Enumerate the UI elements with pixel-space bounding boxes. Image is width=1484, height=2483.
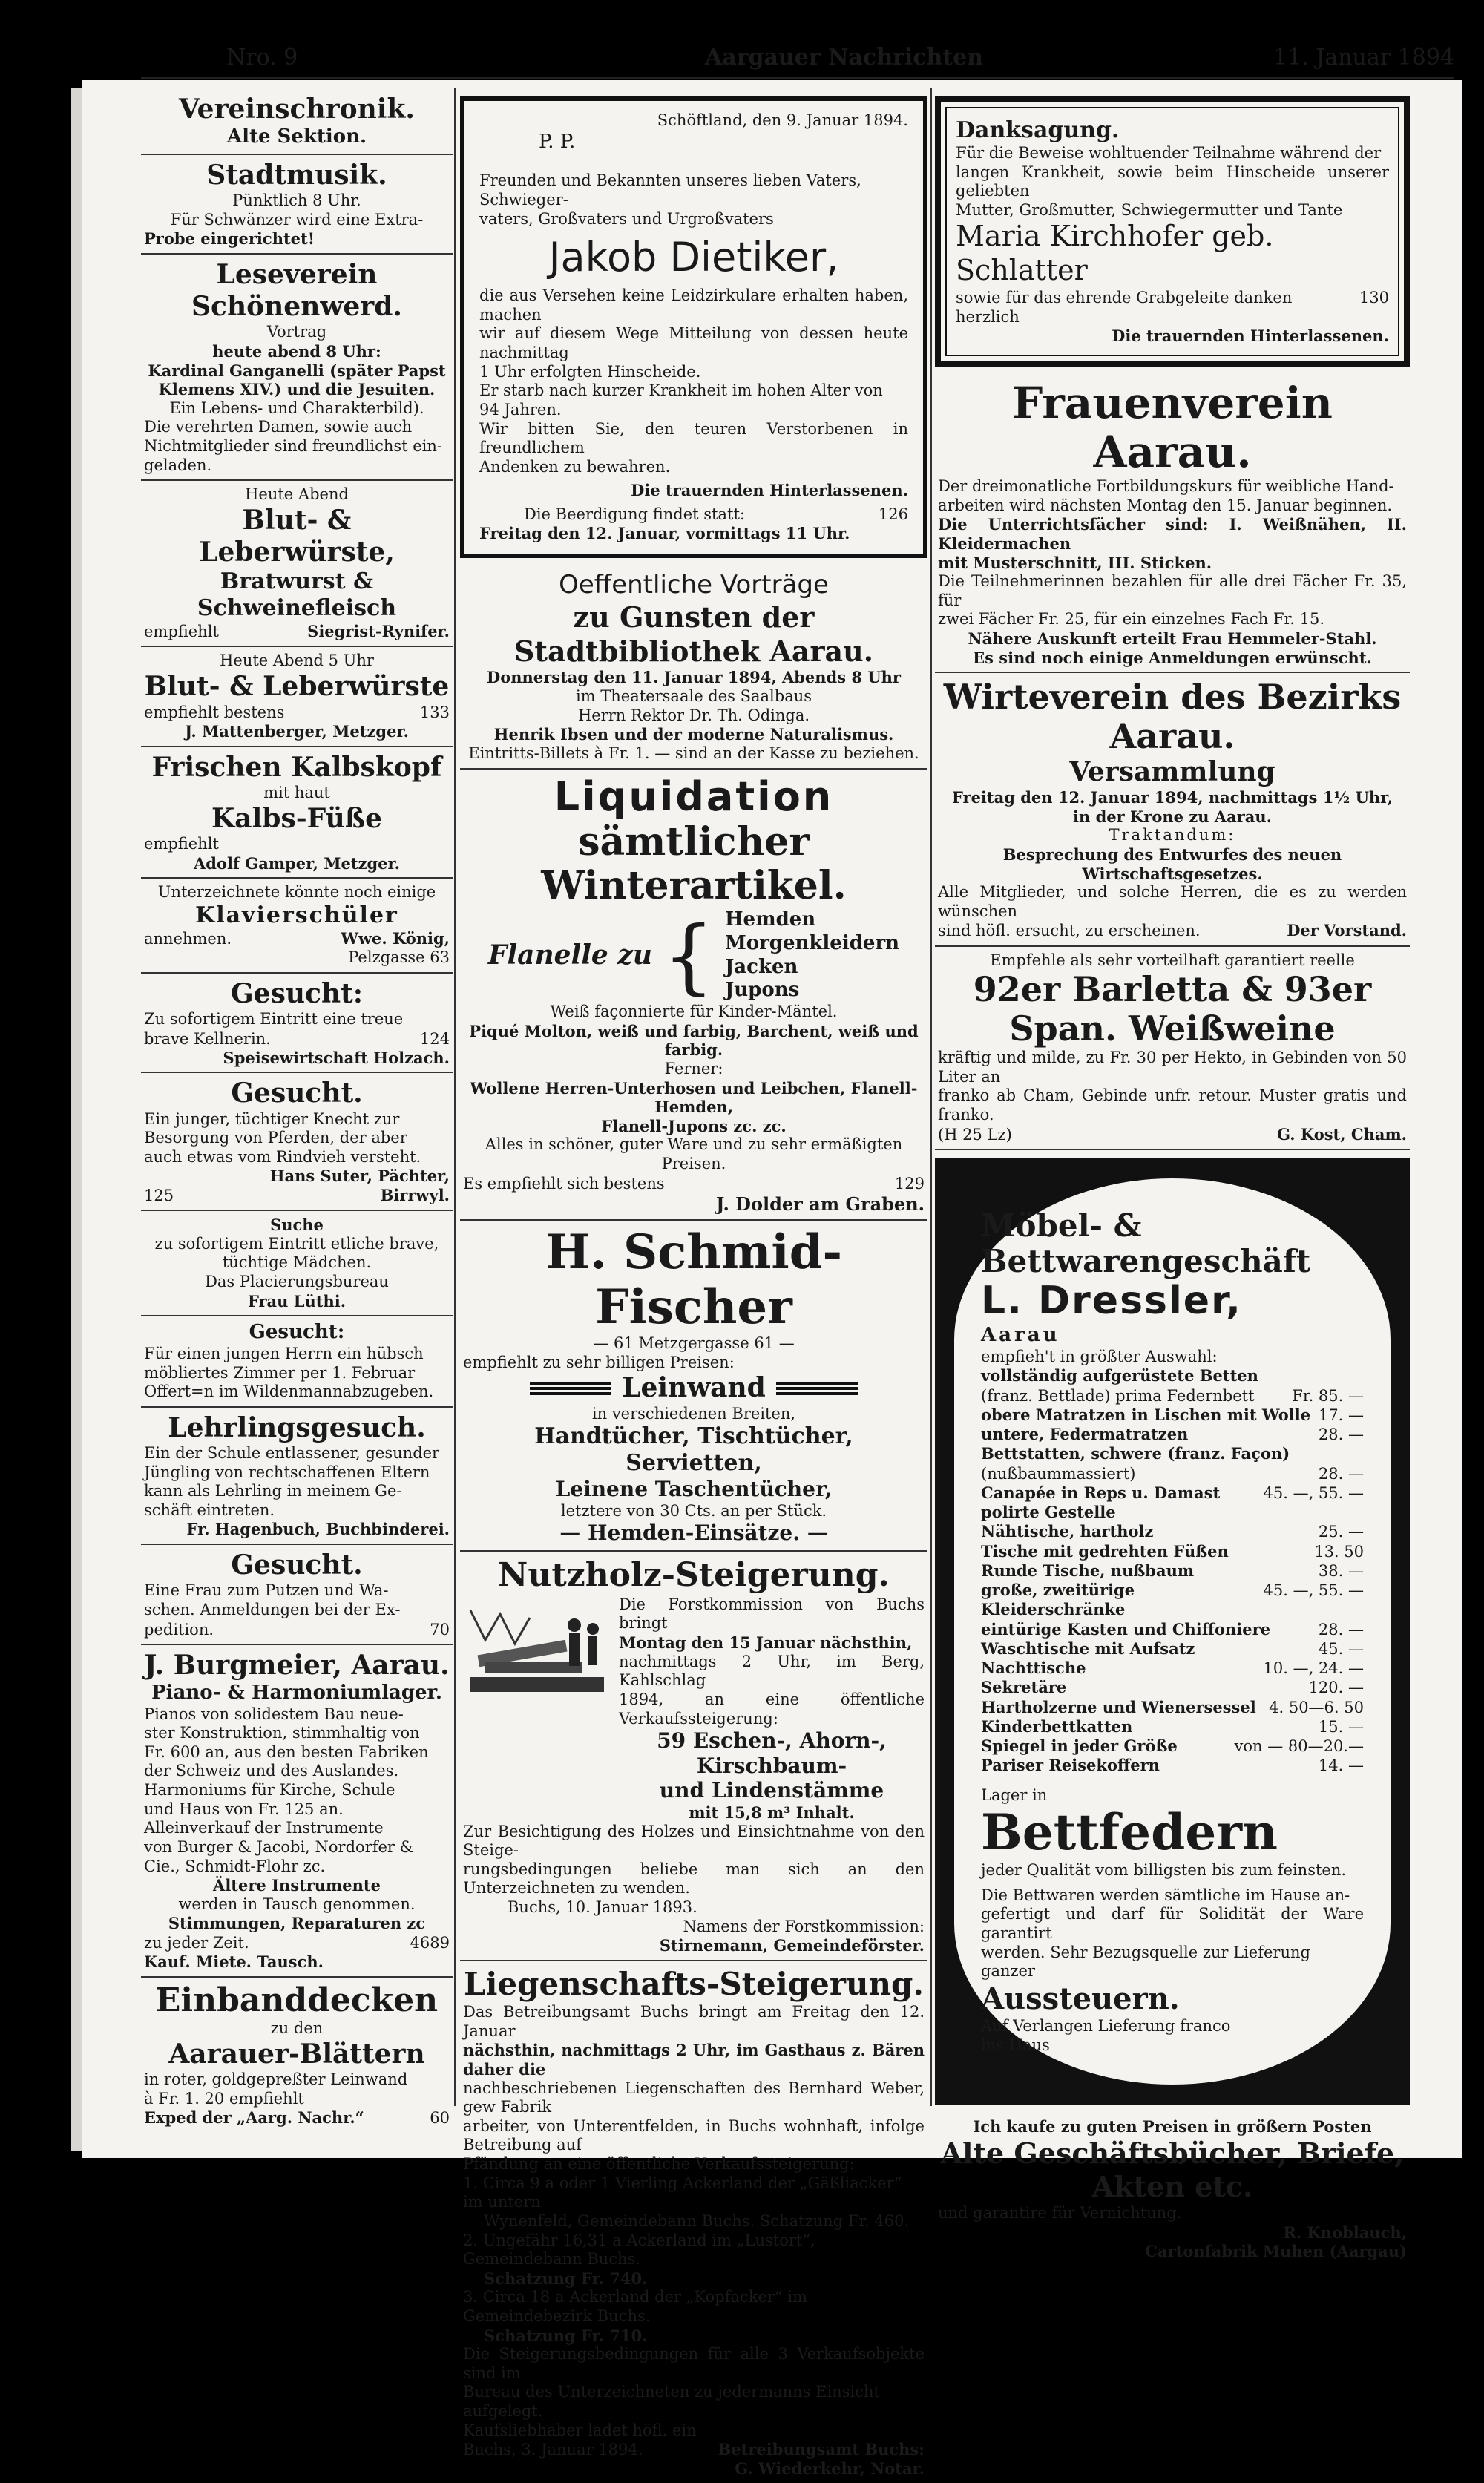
ad-text: Pianos von solidestem Bau neue- xyxy=(144,1705,404,1723)
ad-text: empfieh't in größter Auswahl: xyxy=(981,1347,1218,1365)
ad-text: empfiehlt xyxy=(144,835,219,853)
ad-wirteverein xyxy=(935,673,1410,946)
ad-text: Die verehrten Damen, sowie auch xyxy=(144,418,413,436)
ad-signature: Speisewirtschaft Holzach. xyxy=(223,1048,450,1067)
ad-text: Das Placierungsbureau xyxy=(205,1273,389,1291)
ad-text: Heute Abend 5 Uhr xyxy=(220,652,374,670)
ad-text: Namens der Forstkommission: xyxy=(683,1917,925,1935)
issue-number: Nro. 9 xyxy=(226,45,298,70)
ad-text: und Haus von Fr. 125 an. xyxy=(144,1800,344,1818)
ad-text: Buchs, 3. Januar 1894. xyxy=(463,2441,643,2459)
ad-text: Ein junger, tüchtiger Knecht zur xyxy=(144,1109,400,1128)
ad-text: annehmen. xyxy=(144,929,232,948)
ad-text: empfiehlt xyxy=(144,623,219,641)
price-list xyxy=(981,1366,1364,1775)
leinwand-row xyxy=(463,1372,925,1404)
ad-text: rungsbedingungen beliebe man sich an den Unterzeichneten zu wenden. xyxy=(463,1860,925,1897)
ad-text: Kaufsliebhaber ladet höfl. ein xyxy=(463,2421,697,2439)
ad-suche xyxy=(141,1211,453,1316)
ad-text: Jüngling von rechtschaffenen Eltern xyxy=(144,1463,430,1481)
ad-text: werden in Tausch genommen. xyxy=(178,1895,416,1913)
ad-text: Pelzgasse 63 xyxy=(348,948,450,967)
ad-text: Empfehle als sehr vorteilhaft garantiert reelle xyxy=(990,951,1355,969)
brace-glyph: { xyxy=(662,908,715,1003)
ad-text: empfiehlt zu sehr billigen Preisen: xyxy=(463,1353,735,1371)
ad-text: Offert=n im Wildenmannabzugeben. xyxy=(144,1382,434,1401)
ad-text: 3. Circa 18 a Ackerland der „Kopfacker“ im Gemeindebezirk Buchs. xyxy=(463,2288,808,2325)
ad-text: Vortrag xyxy=(266,323,327,341)
ad-title: Gesucht: xyxy=(249,1321,345,1344)
ad-title: Aussteuern. xyxy=(981,1981,1180,2016)
ad-text: mit 15,8 m³ Inhalt. xyxy=(689,1803,855,1822)
ad-city: Aarau xyxy=(981,1324,1060,1347)
ad-subtitle: Piano- & Harmoniumlager. xyxy=(151,1681,442,1704)
list-item: Canapée in Reps u. Damast polirte Gestelle 45. —, 55. — xyxy=(981,1483,1364,1522)
ad-wurst-2 xyxy=(141,647,453,747)
ad-text: Freitag den 12. Januar, vormittags 11 Uhr. xyxy=(479,524,850,543)
ad-stadtmusik xyxy=(141,155,453,255)
ad-wurst-1 xyxy=(141,481,453,647)
ad-text: tüchtige Mädchen. xyxy=(222,1253,372,1272)
column-1 xyxy=(141,89,453,2133)
ad-text: 1894, an eine öffentliche Verkaufssteigerung: xyxy=(619,1690,925,1728)
ad-gesucht-4 xyxy=(141,1545,453,1645)
ad-gesucht-2 xyxy=(141,1073,453,1211)
ad-text: kann als Lehrling in meinem Ge- xyxy=(144,1482,402,1500)
ad-title: 92er Barletta & 93er Span. Weißweine xyxy=(973,969,1372,1049)
ad-title: Aarauer-Blättern xyxy=(168,2038,425,2070)
ad-title: Suche xyxy=(270,1216,324,1235)
ad-text: schäft eintreten. xyxy=(144,1500,275,1519)
ad-klavier xyxy=(141,879,453,973)
ad-text: franko ab Cham, Gebinde unfr. retour. Muster gratis und franko. xyxy=(938,1086,1407,1124)
ad-signature: Hans Suter, Pächter, xyxy=(269,1167,450,1186)
ad-title: Klavierschüler xyxy=(195,902,398,928)
ad-number: 60 xyxy=(430,2109,450,2128)
ad-title: H. Schmid-Fischer xyxy=(545,1224,843,1335)
flanelle-items xyxy=(725,908,899,1003)
ad-text: Alles in schöner, guter Ware und zu sehr ermäßigten Preisen. xyxy=(485,1135,903,1172)
ad-title: Gesucht. xyxy=(231,1549,363,1581)
ad-text: Traktandum: xyxy=(1109,826,1236,844)
list-item: Spiegel in jeder Größe von — 80—20.— xyxy=(981,1736,1364,1756)
ad-dressler xyxy=(935,1158,1410,2105)
ad-text: Handtücher, Tischtücher, Servietten, xyxy=(534,1423,853,1477)
ad-signature: Frau Lüthi. xyxy=(247,1291,347,1311)
ad-text: Die Beerdigung findet statt: xyxy=(524,505,745,523)
ad-text: nachmittags 2 Uhr, im Berg, Kahlschlag xyxy=(619,1652,925,1690)
ad-text: Nichtmitglieder sind freundlichst ein- xyxy=(144,436,443,455)
list-item: Sekretäre 120. — xyxy=(981,1678,1364,1697)
list-item: Nähtische, hartholz 25. — xyxy=(981,1522,1364,1541)
ad-title: Kalbs-Füße xyxy=(211,802,383,834)
ad-title: Frauenverein Aarau. xyxy=(1012,377,1333,478)
ad-kalbskopf xyxy=(141,747,453,879)
ad-title: Gesucht: xyxy=(230,977,364,1009)
ad-einband xyxy=(141,1978,453,2133)
ad-text: Zu sofortigem Eintritt eine treue xyxy=(144,1009,404,1028)
ad-frauenverein xyxy=(935,374,1410,673)
ad-text: Probe eingerichtet! xyxy=(144,229,315,249)
ad-text: Nähere Auskunft erteilt Frau Hemmeler-Stahl. xyxy=(968,629,1377,648)
ad-schmid-fischer xyxy=(460,1221,928,1552)
ad-text: Eine Frau zum Putzen und Wa- xyxy=(144,1581,389,1600)
ad-knoblauch xyxy=(935,2113,1410,2266)
ad-text: die aus Versehen keine Leidzirkulare erhalten haben, machen xyxy=(479,286,908,324)
ad-text: Die Teilnehmerinnen bezahlen für alle drei Fächer Fr. 35, für xyxy=(938,572,1407,609)
ad-text: sowie für das ehrende Grabgeleite danken herzlich xyxy=(956,288,1293,326)
ad-text: ins Haus xyxy=(981,2036,1050,2054)
ad-text: letztere von 30 Cts. an per Stück. xyxy=(560,1501,827,1520)
ad-text: Alleinverkauf der Instrumente xyxy=(144,1819,384,1837)
ad-signature: Der Vorstand. xyxy=(1287,921,1407,940)
ad-title: Blut- & Leberwürste, xyxy=(199,504,395,568)
list-item: Runde Tische, nußbaum 38. — xyxy=(981,1561,1364,1580)
list-item: Kinderbettkatten 15. — xyxy=(981,1716,1364,1736)
deceased-name: Maria Kirchhofer geb. Schlatter xyxy=(956,220,1274,287)
ad-text: vaters, Großvaters und Urgroßvaters xyxy=(479,209,774,228)
ad-title: J. Burgmeier, Aarau. xyxy=(144,1649,450,1681)
ad-signature: Adolf Gamper, Metzger. xyxy=(194,853,400,873)
ad-title: Stadtmusik. xyxy=(206,159,387,191)
ad-number: 129 xyxy=(894,1174,925,1193)
ad-text: Schatzung Fr. 740. xyxy=(484,2269,648,2288)
ad-text: pedition. xyxy=(144,1620,214,1639)
column-3 xyxy=(935,89,1410,2266)
ad-text: 59 Eschen-, Ahorn-, Kirschbaum- xyxy=(657,1728,887,1778)
ad-number: 133 xyxy=(419,703,450,722)
ad-signature: Fr. Hagenbuch, Buchbinderei. xyxy=(186,1520,450,1539)
ad-text: geladen. xyxy=(144,456,212,474)
ad-text: wir auf diesem Wege Mitteilung von dessen heute nachmittag xyxy=(479,324,908,362)
ad-text: zu sofortigem Eintritt etliche brave, xyxy=(154,1234,439,1253)
ad-text: auch etwas vom Rindvieh versteht. xyxy=(144,1147,421,1166)
ad-text: Die Forstkommission von Buchs bringt xyxy=(619,1595,925,1633)
column-2 xyxy=(460,89,928,2483)
ad-title: Oeffentliche Vorträge xyxy=(559,569,829,600)
ad-signature: Die trauernden Hinterlassenen. xyxy=(631,481,908,500)
ad-title: Liquidation xyxy=(554,773,834,820)
list-item: vollständig aufgerüstete Betten xyxy=(981,1366,1258,1385)
ad-text: Lager in xyxy=(981,1785,1048,1804)
ad-text: 1 Uhr erfolgten Hinscheide. xyxy=(479,362,701,381)
paper-title: Aargauer Nachrichten xyxy=(705,45,984,70)
ad-text: Ferner: xyxy=(664,1059,723,1078)
list-item: Waschtische mit Aufsatz 45. — xyxy=(981,1639,1364,1658)
ad-text: Für Schwänzer wird eine Extra- xyxy=(170,210,424,229)
ad-number: 70 xyxy=(430,1620,450,1639)
ad-text: schen. Anmeldungen bei der Ex- xyxy=(144,1600,401,1618)
ad-title: Bettfedern xyxy=(981,1803,1278,1862)
ad-text: Auf Verlangen Lieferung franco xyxy=(981,2016,1231,2035)
ad-signature: J. Dolder am Graben. xyxy=(715,1193,925,1215)
ad-text: möbliertes Zimmer per 1. Februar xyxy=(144,1363,416,1382)
ad-signature: R. Knoblauch, xyxy=(1283,2223,1407,2242)
ad-text: Ältere Instrumente xyxy=(213,1876,381,1895)
ad-text: Leinene Taschentücher, xyxy=(555,1477,833,1502)
ad-signature: Betreibungsamt Buchs: xyxy=(718,2440,925,2459)
ad-text: Alle Mitglieder, und solche Herren, die es zu werden wünschen xyxy=(938,883,1407,920)
ad-weine xyxy=(935,947,1410,1150)
ad-text: gefertigt und darf für Solidität der Ware garantirt xyxy=(981,1905,1364,1943)
list-item: Morgenkleidern xyxy=(724,931,900,954)
ad-text: Piqué Molton, weiß und farbig, Barchent, weiß und farbig. xyxy=(469,1021,919,1060)
ad-text: Andenken zu bewahren. xyxy=(479,457,671,476)
ad-liquidation xyxy=(460,770,928,1221)
ad-gesucht-3 xyxy=(141,1316,453,1408)
ad-signature: Cartonfabrik Muhen (Aargau) xyxy=(1145,2242,1407,2261)
ad-text: Harmoniums für Kirche, Schule xyxy=(144,1781,395,1800)
ad-nutzholz xyxy=(460,1552,928,1961)
ad-text: werden. Sehr Bezugsquelle zur Lieferung ganzer xyxy=(981,1943,1310,1981)
ad-text: Wynenfeld, Gemeindebann Buchs. Schatzung Fr. 460. xyxy=(484,2211,910,2230)
ad-title: Liegenschafts-Steigerung. xyxy=(463,1965,925,2002)
ad-number: 130 xyxy=(1359,288,1389,306)
ad-text: Die Steigerungsbedingungen für alle 3 Verkaufsobjekte sind im xyxy=(463,2345,925,2382)
list-item: große, zweitürige Kleiderschränke 45. —, 55. — xyxy=(981,1581,1364,1619)
column-divider xyxy=(930,88,932,2106)
ad-text: 1. Circa 9 a oder 1 Vierling Ackerland der „Gäßliacker“ im untern xyxy=(463,2174,902,2211)
ad-text: Zur Besichtigung des Holzes und Einsichtnahme von den Steige- xyxy=(463,1822,925,1860)
ad-text: Ein Lebens- und Charakterbild). xyxy=(169,398,424,417)
ad-text: brave Kellnerin. xyxy=(144,1029,271,1048)
ad-text: Herrn Rektor Dr. Th. Odinga. xyxy=(577,706,810,724)
ad-text: in verschiedenen Breiten, xyxy=(591,1404,796,1423)
ad-text: Die Bettwaren werden sämtliche im Hause an- xyxy=(981,1886,1350,1904)
ad-text: heute abend 8 Uhr: xyxy=(212,341,381,361)
ad-signature: Die trauernden Hinterlassenen. xyxy=(1112,327,1389,346)
ad-text: Das Betreibungsamt Buchs bringt am Freitag den 12. Januar xyxy=(463,2003,925,2040)
ad-text: (H 25 Lz) xyxy=(938,1125,1012,1144)
ad-text: der Schweiz und des Auslandes. xyxy=(144,1762,399,1780)
decorative-stripes xyxy=(776,1380,858,1397)
list-item: Nachttische 10. —, 24. — xyxy=(981,1659,1364,1678)
masthead xyxy=(141,45,1454,82)
ad-text: sind höfl. ersucht, zu erscheinen. xyxy=(938,922,1201,940)
ad-text: zu jeder Zeit. xyxy=(144,1933,249,1952)
ad-burgmeier xyxy=(141,1645,453,1978)
flanelle-block xyxy=(463,908,925,1003)
issue-date: 11. Januar 1894 xyxy=(1273,45,1454,70)
ad-signature: Birrwyl. xyxy=(380,1186,450,1205)
ad-title: Nutzholz-Steigerung. xyxy=(498,1556,890,1595)
ad-title: Alte Geschäftsbücher, Briefe, Akten etc. xyxy=(940,2136,1405,2204)
ad-text: nachbeschriebenen Liegenschaften des Bernhard Weber, gew Fabrik xyxy=(463,2079,925,2116)
ad-signature: Siegrist-Rynifer. xyxy=(307,622,450,641)
decorative-stripes xyxy=(530,1380,611,1397)
ad-text: Bureau des Unterzeichneten zu jedermanns Einsicht aufgelegt. xyxy=(463,2383,880,2420)
ad-text: 2. Ungefähr 16,31 a Ackerland im „Lustort“, Gemeindebann Buchs. xyxy=(463,2231,815,2269)
ad-text: Unterzeichnete könnte noch einige xyxy=(157,883,436,902)
ad-text: Es sind noch einige Anmeldungen erwünscht. xyxy=(973,648,1372,667)
ad-text: Cie., Schmidt-Flohr zc. xyxy=(144,1857,326,1875)
ad-text: Kardinal Ganganelli (später Papst xyxy=(148,361,446,380)
ad-text: mit Musterschnitt, III. Sticken. xyxy=(938,553,1212,572)
ad-title: Möbel- & Bettwarengeschäft xyxy=(981,1207,1311,1280)
ad-text: Montag den 15 Januar nächsthin, xyxy=(619,1633,913,1653)
ad-text: ster Konstruktion, stimmhaltig von xyxy=(144,1724,420,1742)
ad-lehrling xyxy=(141,1408,453,1545)
list-item: Bettstatten, schwere (franz. Façon) xyxy=(981,1444,1290,1463)
ad-text: Heute Abend xyxy=(245,485,349,504)
ad-text: von Burger & Jacobi, Nordorfer & xyxy=(144,1837,414,1856)
ad-number: 125 xyxy=(144,1187,174,1205)
ad-text: zu den xyxy=(270,2019,324,2038)
obituary-dietiker xyxy=(460,96,928,558)
ad-title: Leseverein Schönenwerd. xyxy=(191,258,402,323)
ad-text: Besorgung von Pferden, der aber xyxy=(144,1129,407,1147)
ad-text: arbeiten wird nächsten Montag den 15. Januar beginnen. xyxy=(938,496,1393,514)
ad-title: Danksagung. xyxy=(956,117,1120,143)
ad-text: 94 Jahren. xyxy=(479,400,562,419)
list-item: untere, Federmatratzen 28. — xyxy=(981,1425,1364,1444)
ad-subtitle: zu Gunsten der Stadtbibliothek Aarau. xyxy=(513,600,874,668)
ad-title: Bratwurst & Schweinefleisch xyxy=(197,568,397,622)
ad-number: 126 xyxy=(878,505,908,523)
woodcutters-illustration-icon xyxy=(463,1595,611,1707)
ad-text: Flanell-Jupons zc. zc. xyxy=(601,1116,787,1135)
deceased-name: Jakob Dietiker, xyxy=(548,234,839,281)
list-item: obere Matratzen in Lischen mit Wolle 17. — xyxy=(981,1405,1364,1424)
ad-number: 4689 xyxy=(410,1933,450,1952)
ad-signature: Wwe. König, xyxy=(341,928,450,948)
ad-signature: Exped der „Aarg. Nachr.“ xyxy=(144,2108,364,2128)
ad-text: Pünktlich 8 Uhr. xyxy=(232,191,361,210)
ad-text: Ein der Schule entlassener, gesunder xyxy=(144,1444,440,1463)
ad-text: Pfändung an eine öffentliche Verkaufssteigerung: xyxy=(463,2155,855,2174)
ad-company: L. Dressler, xyxy=(981,1279,1242,1324)
ad-text: arbeiter, von Unterentfelden, in Buchs wohnhaft, infolge Betreibung auf xyxy=(463,2116,925,2154)
ad-text: und Lindenstämme xyxy=(659,1778,884,1803)
ad-text: jeder Qualität vom billigsten bis zum feinsten. xyxy=(981,1861,1347,1880)
ad-title: Wirteverein des Bezirks Aarau. xyxy=(943,677,1402,757)
ad-gesucht-1 xyxy=(141,974,453,1074)
ad-text: Er starb nach kurzer Krankheit im hohen Alter von xyxy=(479,381,883,400)
ad-number: 124 xyxy=(419,1029,450,1048)
ad-text: empfiehlt bestens xyxy=(144,703,285,722)
ad-text: P. P. xyxy=(539,130,576,153)
ad-text: in der Krone zu Aarau. xyxy=(1073,807,1272,826)
ad-text: Schöftland, den 9. Januar 1894. xyxy=(657,111,908,129)
list-item: (franz. Bettlade) prima Federnbett Fr. 85. — xyxy=(981,1386,1364,1405)
list-item: Jupons xyxy=(724,979,800,1002)
ad-text: Buchs, 10. Januar 1893. xyxy=(508,1897,697,1916)
ad-text: — 61 Metzgergasse 61 — xyxy=(593,1334,795,1353)
ad-text: Wollene Herren-Unterhosen und Leibchen, Flanell-Hemden, xyxy=(470,1078,918,1117)
ad-text: Für einen jungen Herrn ein hübsch xyxy=(144,1345,424,1363)
ad-text: und garantire für Vernichtung. xyxy=(938,2203,1182,2222)
list-item: Tische mit gedrehten Füßen 13. 50 xyxy=(981,1541,1364,1561)
ad-text: Besprechung des Entwurfes des neuen Wirtschaftsgesetzes. xyxy=(1002,845,1342,883)
list-item: Hartholzerne und Wienersessel 4. 50—6. 50 xyxy=(981,1697,1364,1716)
ad-signature: J. Mattenberger, Metzger. xyxy=(185,722,409,741)
ad-title: Frischen Kalbskopf xyxy=(151,752,442,784)
column-divider xyxy=(454,88,456,2106)
ad-text: à Fr. 1. 20 empfiehlt xyxy=(144,2089,304,2108)
ad-leseverein xyxy=(141,255,453,481)
ad-subtitle: sämtlicher Winterartikel. xyxy=(541,819,847,909)
ad-text: Kauf. Miete. Tausch. xyxy=(144,1952,324,1972)
ad-text: Der dreimonatliche Fortbildungskurs für weibliche Hand- xyxy=(938,477,1394,496)
list-item: (nußbaummassiert) 28. — xyxy=(981,1464,1364,1483)
ad-text: Wir bitten Sie, den teuren Verstorbenen in freundlichem xyxy=(479,419,908,457)
ad-text: Die Unterrichtsfächer sind: I. Weißnähen, II. Kleidermachen xyxy=(938,515,1407,553)
ad-text: Mutter, Großmutter, Schwiegermutter und Tante xyxy=(956,200,1343,219)
ad-text: Für die Beweise wohltuender Teilnahme während der xyxy=(956,144,1382,162)
ad-text: im Theatersaale des Saalbaus xyxy=(575,687,812,706)
list-item: eintürige Kasten und Chiffoniere 28. — xyxy=(981,1619,1364,1639)
ad-signature: Stirnemann, Gemeindeförster. xyxy=(659,1936,925,1955)
ad-title: Blut- & Leberwürste xyxy=(144,671,450,703)
ad-text: in roter, goldgepreßter Leinwand xyxy=(144,2070,408,2089)
ad-subtitle: Versammlung xyxy=(1069,755,1275,787)
ad-text: Ich kaufe zu guten Preisen in größern Posten xyxy=(973,2117,1372,2136)
ad-text: Weiß façonnierte für Kinder-Mäntel. xyxy=(550,1003,838,1021)
ad-signature: G. Wiederkehr, Notar. xyxy=(735,2459,925,2479)
ad-text: Es empfiehlt sich bestens xyxy=(463,1174,665,1193)
ad-title: Lehrlingsgesuch. xyxy=(168,1411,426,1443)
ad-text: Freitag den 12. Januar 1894, nachmittags 1½ Uhr, xyxy=(951,788,1393,807)
ad-text: Klemens XIV.) und die Jesuiten. xyxy=(158,380,436,399)
ad-liegenschaft xyxy=(460,1961,928,2483)
ad-text: Donnerstag den 11. Januar 1894, Abends 8 Uhr xyxy=(487,668,901,687)
ad-text: Henrik Ibsen und der moderne Naturalismus. xyxy=(493,725,894,744)
ad-text: Stimmungen, Reparaturen zc xyxy=(168,1914,426,1933)
ad-vortraege xyxy=(460,565,928,770)
ad-text: — Hemden-Einsätze. — xyxy=(559,1521,828,1546)
ad-danksagung xyxy=(935,96,1410,367)
ad-text: nächsthin, nachmittags 2 Uhr, im Gasthaus z. Bären daher die xyxy=(463,2041,925,2079)
ad-text: Freunden und Bekannten unseres lieben Vaters, Schwieger- xyxy=(479,171,861,209)
list-item: Jacken xyxy=(724,955,798,978)
ad-text: Leinwand xyxy=(622,1372,766,1404)
ad-text: kräftig und milde, zu Fr. 30 per Hekto, in Gebinden von 50 Liter an xyxy=(938,1049,1407,1086)
ad-text: langen Krankheit, sowie beim Hinscheide unserer geliebten xyxy=(956,163,1389,200)
ad-title: Gesucht. xyxy=(231,1078,363,1109)
ad-text: Schatzung Fr. 710. xyxy=(484,2326,648,2345)
ad-text: zwei Fächer Fr. 25, für ein einzelnes Fach Fr. 15. xyxy=(938,610,1324,629)
list-item: Pariser Reisekoffern 14. — xyxy=(981,1756,1364,1775)
heading: Alte Sektion. xyxy=(226,125,367,148)
ad-signature: G. Kost, Cham. xyxy=(1277,1124,1407,1144)
header-rule xyxy=(141,77,1454,79)
ad-text: mit haut xyxy=(263,784,330,802)
list-item: Hemden xyxy=(724,908,816,931)
ad-title: Einbanddecken xyxy=(155,1981,439,2019)
ad-text: Flanelle zu xyxy=(487,939,652,971)
section-title: Vereinschronik. xyxy=(179,94,415,125)
ad-text: Eintritts-Billets à Fr. 1. — sind an der Kasse zu beziehen. xyxy=(468,744,919,762)
ad-text: Fr. 600 an, aus den besten Fabriken xyxy=(144,1742,429,1761)
